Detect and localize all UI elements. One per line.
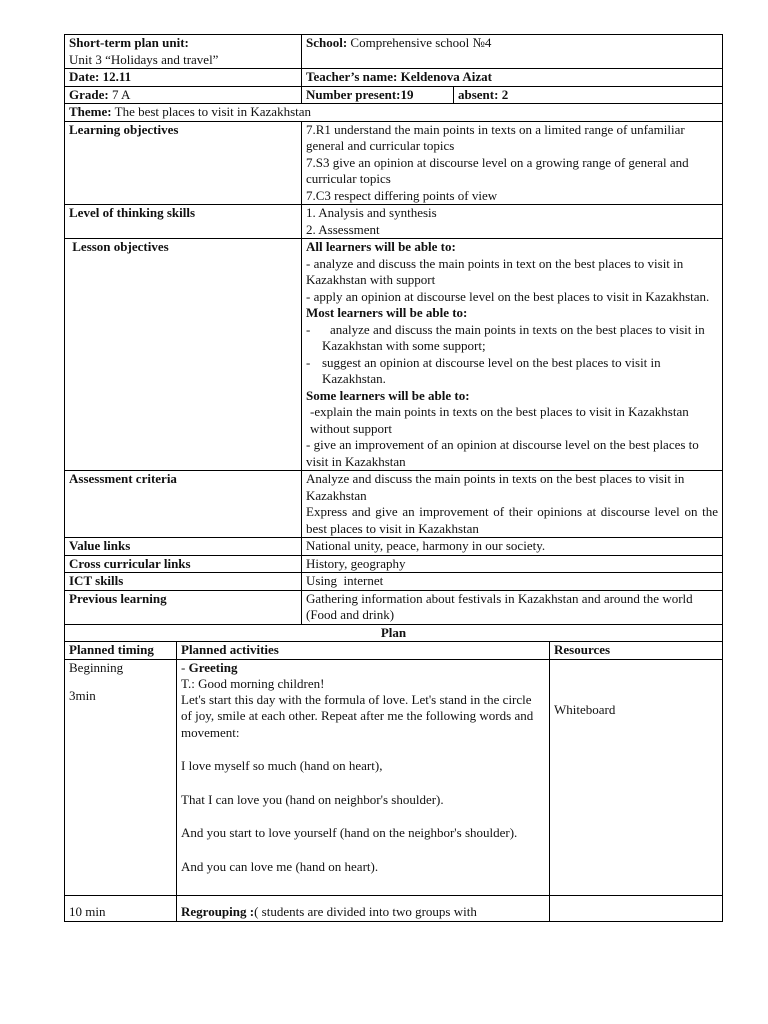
plan-row-regrouping	[65, 896, 723, 922]
lesson-plan-page	[64, 34, 722, 922]
dash-marker: -	[306, 321, 311, 337]
all-learners-item: - apply an opinion at discourse level on the best places to visit in Kazakhstan.	[306, 288, 710, 304]
ict-label: ICT skills	[65, 573, 302, 591]
skill-line: 1. Analysis and synthesis	[306, 205, 437, 220]
thinking-skills-row	[65, 205, 723, 239]
greeting-title: Greeting	[188, 659, 238, 675]
grade-label: Grade:	[69, 86, 109, 102]
unit-label: Short-term plan unit:	[69, 35, 189, 50]
timing-beginning: Beginning	[69, 659, 124, 675]
greeting-dash: -	[181, 659, 189, 675]
cross-links-row	[65, 555, 723, 573]
date-cell: Date: 12.11	[65, 69, 302, 87]
plan-activities-cell	[177, 659, 550, 896]
thinking-skills-cell	[302, 205, 723, 239]
plan-col-timing: Planned timing	[65, 642, 177, 660]
some-learners-item: - give an improvement of an opinion at discourse level on the best places to visit in Kazakhstan	[306, 437, 699, 469]
unit-row	[65, 35, 723, 69]
plan-row-beginning	[65, 659, 723, 896]
assessment-cell	[302, 471, 723, 538]
assessment-line: Analyze and discuss the main points in texts on the best places to visit in Kazakhstan	[306, 471, 685, 503]
skill-line: 2. Assessment	[306, 221, 380, 237]
regrouping-text: ( students are divided into two groups with	[254, 904, 477, 919]
plan-resources-cell	[550, 659, 723, 896]
lesson-objectives-row	[65, 239, 723, 471]
some-learners-heading: Some learners will be able to:	[306, 387, 470, 403]
theme-value: The best places to visit in Kazakhstan	[111, 104, 312, 119]
all-learners-item: - analyze and discuss the main points in text on the best places to visit in Kazakhstan with support	[306, 255, 684, 287]
value-links-value: National unity, peace, harmony in our society.	[302, 538, 723, 556]
assessment-row	[65, 471, 723, 538]
ict-row	[65, 573, 723, 591]
school-cell	[302, 35, 723, 69]
plan-title: Plan	[65, 624, 723, 642]
greeting-heading	[181, 660, 539, 676]
absent-cell: absent: 2	[454, 86, 723, 104]
poem-line: I love myself so much (hand on heart),	[181, 758, 383, 773]
dash-marker: -	[306, 354, 311, 370]
most-learners-item	[306, 355, 718, 388]
some-learners-item: -explain the main points in texts on the best places to visit in Kazakhstan without support	[310, 404, 689, 436]
thinking-skills-label: Level of thinking skills	[65, 205, 302, 239]
plan-col-activities: Planned activities	[177, 642, 550, 660]
poem-line: And you start to love yourself (hand on the neighbor's shoulder).	[181, 825, 518, 840]
activity-line: Let's start this day with the formula of love. Let's stand in the circle of joy, smile at each other. Repeat after me the following words and movement:	[181, 691, 534, 740]
previous-learning-label: Previous learning	[65, 590, 302, 624]
date-row	[65, 69, 723, 87]
cross-links-value: History, geography	[302, 555, 723, 573]
most-learners-item	[306, 322, 718, 355]
present-cell: Number present:19	[302, 86, 454, 104]
lesson-objectives-label: Lesson objectives	[65, 239, 302, 471]
lesson-objectives-cell	[302, 239, 723, 471]
poem-line: And you can love me (hand on heart).	[181, 858, 379, 874]
plan-header-row	[65, 642, 723, 660]
grade-cell	[65, 86, 302, 104]
objective-line: 7.C3 respect differing points of view	[306, 187, 498, 203]
plan-timing-cell: 10 min	[65, 896, 177, 922]
assessment-label: Assessment criteria	[65, 471, 302, 538]
cross-links-label: Cross curricular links	[65, 555, 302, 573]
theme-label: Theme:	[69, 104, 112, 119]
grade-row	[65, 86, 723, 104]
theme-cell	[65, 104, 723, 122]
plan-timing-cell	[65, 659, 177, 896]
unit-cell	[65, 35, 302, 69]
most-learners-heading: Most learners will be able to:	[306, 305, 468, 320]
plan-col-resources: Resources	[550, 642, 723, 660]
plan-title-row	[65, 624, 723, 642]
lesson-plan-table	[64, 34, 723, 922]
ict-value: Using internet	[302, 573, 723, 591]
most-learners-text: suggest an opinion at discourse level on the best places to visit in Kazakhstan.	[322, 354, 661, 386]
timing-minutes: 3min	[69, 688, 96, 703]
previous-learning-row	[65, 590, 723, 624]
learning-objectives-row	[65, 121, 723, 205]
objective-line: 7.S3 give an opinion at discourse level on a growing range of general and curricular topics	[306, 154, 689, 186]
activity-line: T.: Good morning children!	[181, 675, 325, 691]
value-links-label: Value links	[65, 538, 302, 556]
grade-value: 7 A	[108, 86, 131, 102]
assessment-line: Express and give an improvement of their opinions at discourse level on the best places to visit in Kazakhstan	[306, 504, 719, 536]
school-label: School:	[306, 35, 348, 50]
plan-resources-cell	[550, 896, 723, 922]
resource-whiteboard: Whiteboard	[554, 701, 616, 717]
poem-line: That I can love you (hand on neighbor's shoulder).	[181, 791, 444, 807]
plan-activities-cell	[177, 896, 550, 922]
most-learners-text: analyze and discuss the main points in texts on the best places to visit in Kazakhstan with some support;	[322, 321, 705, 353]
value-links-row	[65, 538, 723, 556]
school-value: Comprehensive school №4	[347, 35, 492, 50]
learning-objectives-label: Learning objectives	[65, 121, 302, 205]
theme-row	[65, 104, 723, 122]
teacher-cell: Teacher’s name: Keldenova Aizat	[302, 69, 723, 87]
all-learners-heading: All learners will be able to:	[306, 239, 456, 254]
previous-learning-value: Gathering information about festivals in Kazakhstan and around the world (Food and drink)	[302, 590, 723, 624]
objective-line: 7.R1 understand the main points in texts on a limited range of unfamiliar general and curricular topics	[306, 121, 685, 153]
learning-objectives-cell	[302, 121, 723, 205]
regrouping-heading: Regrouping :	[181, 904, 255, 919]
unit-value: Unit 3 “Holidays and travel”	[69, 51, 219, 67]
